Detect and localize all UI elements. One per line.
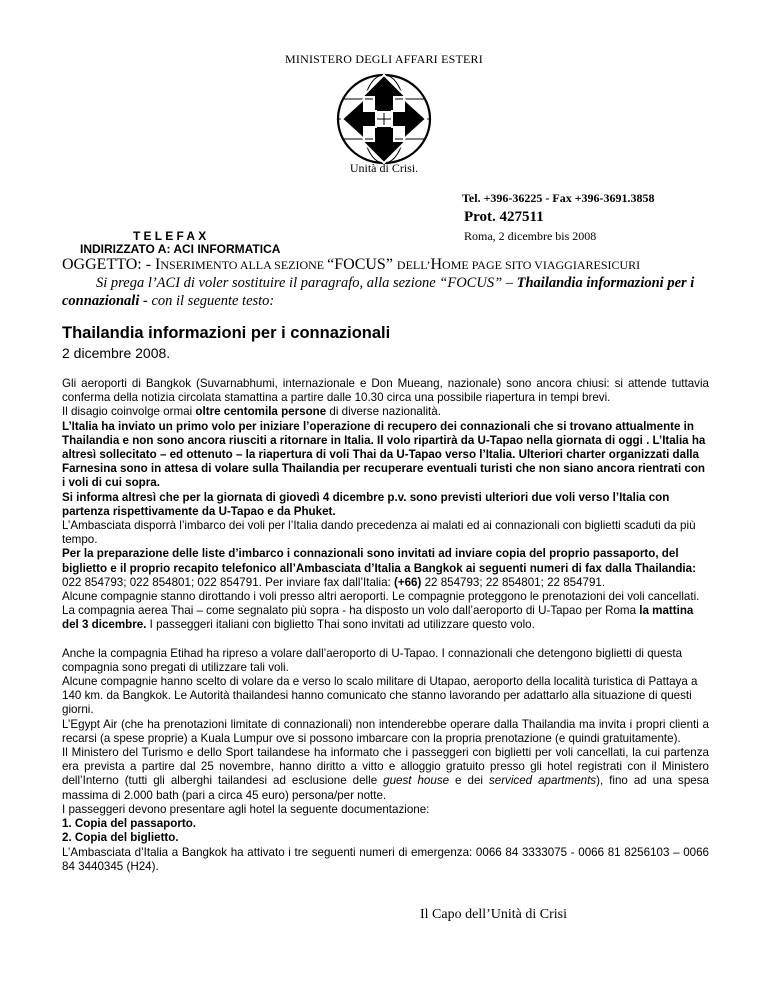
protocol-number: Prot. 427511: [464, 209, 544, 225]
subject-line: OGGETTO: - INSERIMENTO ALLA SEZIONE “FOCUS” DELL’HOME PAGE SITO VIAGGIARESICURI: [62, 256, 641, 273]
paragraph-thai-flight: La compagnia aerea Thai – come segnalato più sopra - ha disposto un volo dall’aeroporto di U-Tapao per Roma la mattina del 3 dicembre. I passeggeri italiani con biglietto Thai sono invitati ad utilizzare questo volo.: [62, 604, 694, 632]
paragraph-emergency-numbers: L’Ambasciata d’Italia a Bangkok ha attivato i tre seguenti numeri di emergenza: 0066 84 3333075 - 0066 81 8256103 – 0066 84 3440345 (H24).: [62, 845, 709, 873]
paragraph-first-flight: L’Italia ha inviato un primo volo per iniziare l’operazione di recupero dei connazionali che si trovano attualmente in Thailandia e non sono ancora riusciti a ritornare in Italia. Il volo ripartirà da U-Tapao nella giornata di oggi . L’Italia ha altresì sollecitato – ed ottenuto – la riapertura di voli Thai da U-Tapao verso l’Italia. Ulteriori charter organizzati dalla Farnesina sono in attesa di volare sulla Thailandia per recuperare eventuali turisti che non siano ancora rientrati con i voli di cui sopra.: [62, 419, 706, 490]
paragraph-diversions: Alcune compagnie stanno dirottando i voli presso altri aeroporti. Le compagnie proteggono le prenotazioni dei voli cancellati.: [62, 590, 700, 604]
paragraph-disruption: Il disagio coinvolge ormai oltre centomila persone di diverse nazionalità.: [62, 405, 441, 419]
subject-request: Si prega l’ACI di voler sostituire il paragrafo, alla sezione “FOCUS” – Thailandia informazioni per i connazionali - con il seguente testo:: [62, 275, 695, 309]
paragraph-boarding-priority: L’Ambasciata disporrà l’imbarco dei voli per l’Italia dando precedenza ai malati ed ai connazionali con biglietti scaduti da più tempo.: [62, 519, 696, 547]
paragraph-etihad: Anche la compagnia Etihad ha ripreso a volare dall’aeroporto di U-Tapao. I connazionali che detengono biglietti di questa compagnia sono pregati di utilizzare tali voli.: [62, 646, 683, 674]
crisis-unit-logo: [330, 72, 438, 166]
paragraph-hotels: Il Ministero del Turismo e dello Sport tailandese ha informato che i passeggeri con biglietti per voli cancellati, la cui partenza era prevista a partire dal 25 novembre, hanno diritto a vitto e alloggio gratuito presso gli hotel registrati con il Ministero dell’Interno (tutti gli alberghi tailandesi ad esclusione delle guest house e dei serviced apartments), fino ad una spesa massima di 2.000 bath (pari a circa 45 euro) persona/per notte.: [62, 746, 709, 802]
telefax-label: TELEFAX: [133, 229, 210, 243]
list-item: 1. Copia del passaporto.: [62, 817, 197, 831]
paragraph-fax-numbers: Per la preparazione delle liste d’imbarco i connazionali sono invitati ad inviare copia del proprio passaporto, del biglietto e il proprio recapito telefonico all’Ambasciata d’Italia a Bangkok ai seguenti numeri di fax dalla Thailandia: 022 854793; 022 854801; 022 854791. Per inviare fax dall’Italia: (+66) 22 854793; 22 854801; 22 854791.: [62, 547, 696, 589]
paragraph-extra-flights: Si informa altresì che per la giornata di giovedì 4 dicembre p.v. sono previsti ulteriori due voli verso l’Italia con partenza rispettivamente da U-Tapao e da Phuket.: [62, 490, 670, 518]
paragraph-airports: Gli aeroporti di Bangkok (Suvarnabhumi, internazionale e Don Mueang, nazionale) sono ancora chiusi: si attende tuttavia conferma della notizia circolata stamattina a partire dalle 10.30 circa una possibile riapertura in tempi brevi.: [62, 377, 709, 405]
article-title: Thailandia informazioni per i connazionali: [62, 324, 391, 342]
list-item: 2. Copia del biglietto.: [62, 831, 179, 845]
paragraph-documents: I passeggeri devono presentare agli hotel la seguente documentazione:: [62, 802, 430, 816]
signature: Il Capo dell’Unità di Crisi: [420, 907, 567, 922]
place-date: Roma, 2 dicembre bis 2008: [464, 229, 597, 243]
tel-fax-numbers: Tel. +396-36225 - Fax +396-3691.3858: [462, 191, 655, 205]
article-body: [62, 377, 709, 874]
paragraph-egypt-air: L’Egypt Air (che ha prenotazioni limitate di connazionali) non intenderebbe operare dalla Thailandia ma invita i propri clienti a recarsi (a spese proprie) a Kuala Lumpur ove si possono imbarcare con la propria prenotazione (e quindi gratuitamente).: [62, 717, 709, 745]
addressee: INDIRIZZATO A: ACI INFORMATICA: [80, 242, 281, 256]
subject-label: OGGETTO: -: [62, 256, 156, 273]
paragraph-utapao: Alcune compagnie hanno scelto di volare da e verso lo scalo militare di Utapao, aeroporto della località turistica di Pattaya a 140 km. da Bangkok. Le Autorità thailandesi hanno comunicato che stanno lavorando per adattarlo alla situazione di questi giorni.: [62, 675, 698, 717]
article-date: 2 dicembre 2008.: [62, 345, 171, 361]
crisis-unit-label: Unità di Crisi.: [349, 161, 419, 175]
ministry-name: MINISTERO DEGLI AFFARI ESTERI: [285, 52, 483, 66]
